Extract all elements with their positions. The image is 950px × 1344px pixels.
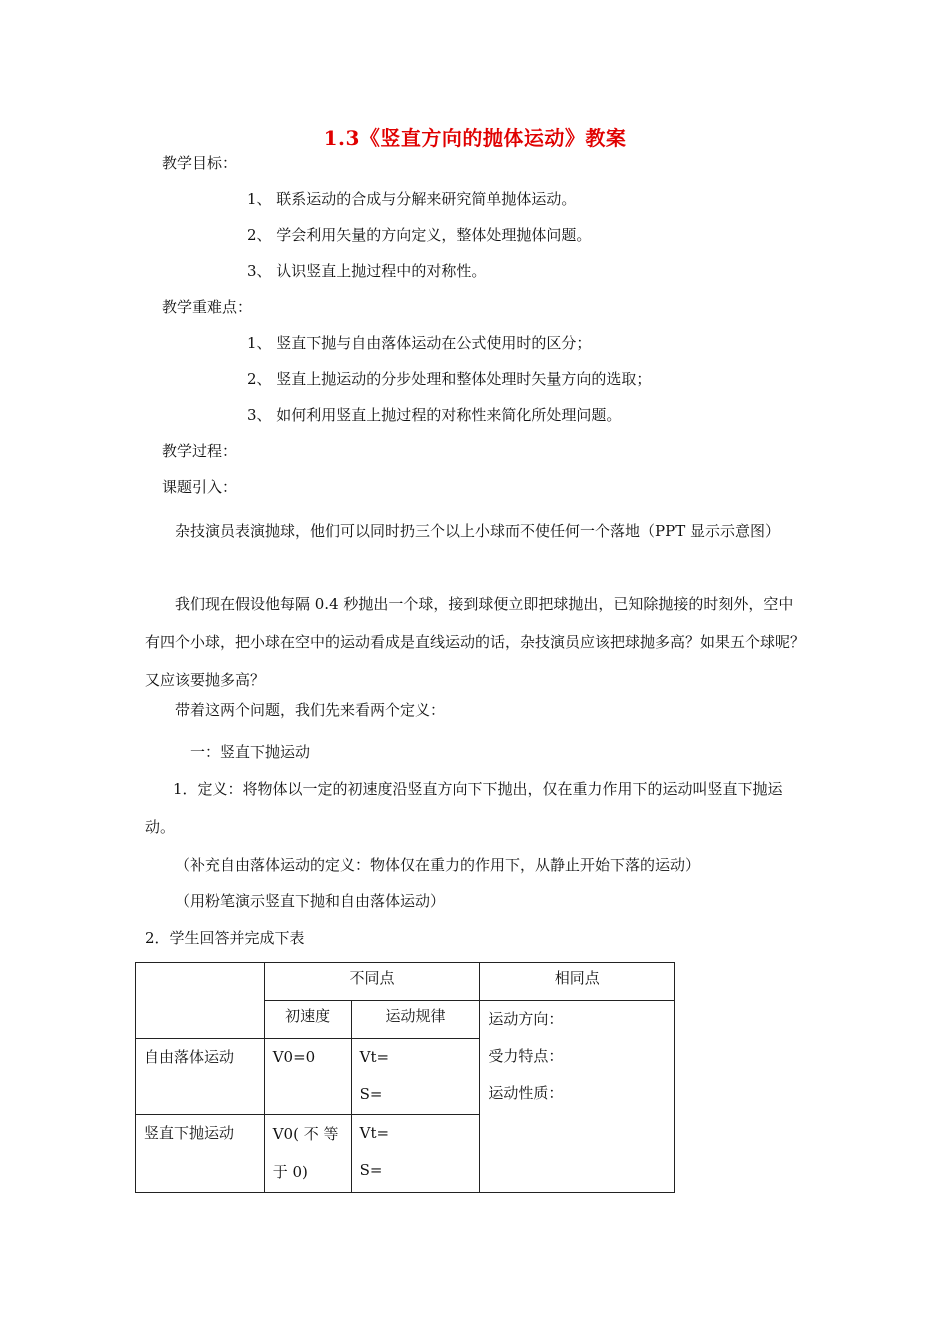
intro-paragraph-2: 我们现在假设他每隔 0.4 秒抛出一个球，接到球便立即把球抛出，已知除抛接的时刻外，空中有四个小球，把小球在空中的运动看成是直线运动的话，杂技演员应该把球抛多高？如果五个球呢？又应该要抛多高？ <box>145 595 806 689</box>
row-name: 竖直下抛运动 <box>136 1115 265 1193</box>
document-title: 1.3《竖直方向的抛体运动》教案 <box>323 126 627 150</box>
row-law-cell <box>351 1115 480 1193</box>
demo-note: （用粉笔演示竖直下抛和自由落体运动） <box>175 892 446 910</box>
same-item: 运动性质： <box>488 1084 564 1102</box>
col-motion-law: 运动规律 <box>351 1001 480 1039</box>
same-item: 受力特点： <box>488 1047 564 1065</box>
intro-paragraph-1: 杂技演员表演抛球，他们可以同时扔三个以上小球而不使任何一个落地（PPT 显示示意图） <box>175 522 780 540</box>
row-vt: Vt= <box>359 1124 390 1142</box>
goal-item: 3、 认识竖直上抛过程中的对称性。 <box>247 262 487 280</box>
table-corner-cell <box>136 963 265 1039</box>
row-s: S= <box>359 1085 383 1103</box>
row-v0: V0( 不 等 于 0) <box>264 1115 351 1193</box>
definition: 1．定义：将物体以一定的初速度沿竖直方向下下抛出，仅在重力作用下的运动叫竖直下抛运动。 <box>145 780 783 836</box>
col-init-speed: 初速度 <box>264 1001 351 1039</box>
row-vt: Vt= <box>359 1048 390 1066</box>
same-item: 运动方向： <box>488 1010 564 1028</box>
table-task: 2．学生回答并完成下表 <box>145 929 305 947</box>
intro-paragraph-3: 带着这两个问题，我们先来看两个定义： <box>175 701 446 719</box>
goal-item: 2、 学会利用矢量的方向定义，整体处理抛体问题。 <box>247 226 592 244</box>
comparison-table <box>135 962 675 1193</box>
difficulty-item: 1、 竖直下抛与自由落体运动在公式使用时的区分； <box>247 334 592 352</box>
intro-heading: 课题引入： <box>162 478 238 496</box>
difficulties-heading: 教学重难点： <box>162 298 253 316</box>
row-s: S= <box>359 1161 383 1179</box>
row-law-cell <box>351 1039 480 1115</box>
goal-item: 1、 联系运动的合成与分解来研究简单抛体运动。 <box>247 190 577 208</box>
supplement-note: （补充自由落体运动的定义：物体仅在重力的作用下，从静止开始下落的运动） <box>175 856 701 874</box>
row-v0: V0=0 <box>264 1039 351 1115</box>
row-name: 自由落体运动 <box>136 1039 265 1115</box>
process-heading: 教学过程： <box>162 442 238 460</box>
difficulty-item: 3、 如何利用竖直上抛过程的对称性来简化所处理问题。 <box>247 406 622 424</box>
same-points-cell <box>480 1001 675 1193</box>
difficulty-item: 2、 竖直上抛运动的分步处理和整体处理时矢量方向的选取； <box>247 370 652 388</box>
section-heading: 一：竖直下抛运动 <box>190 743 311 761</box>
diff-header: 不同点 <box>264 963 480 1001</box>
same-header: 相同点 <box>480 963 675 1001</box>
goals-heading: 教学目标： <box>162 154 238 172</box>
